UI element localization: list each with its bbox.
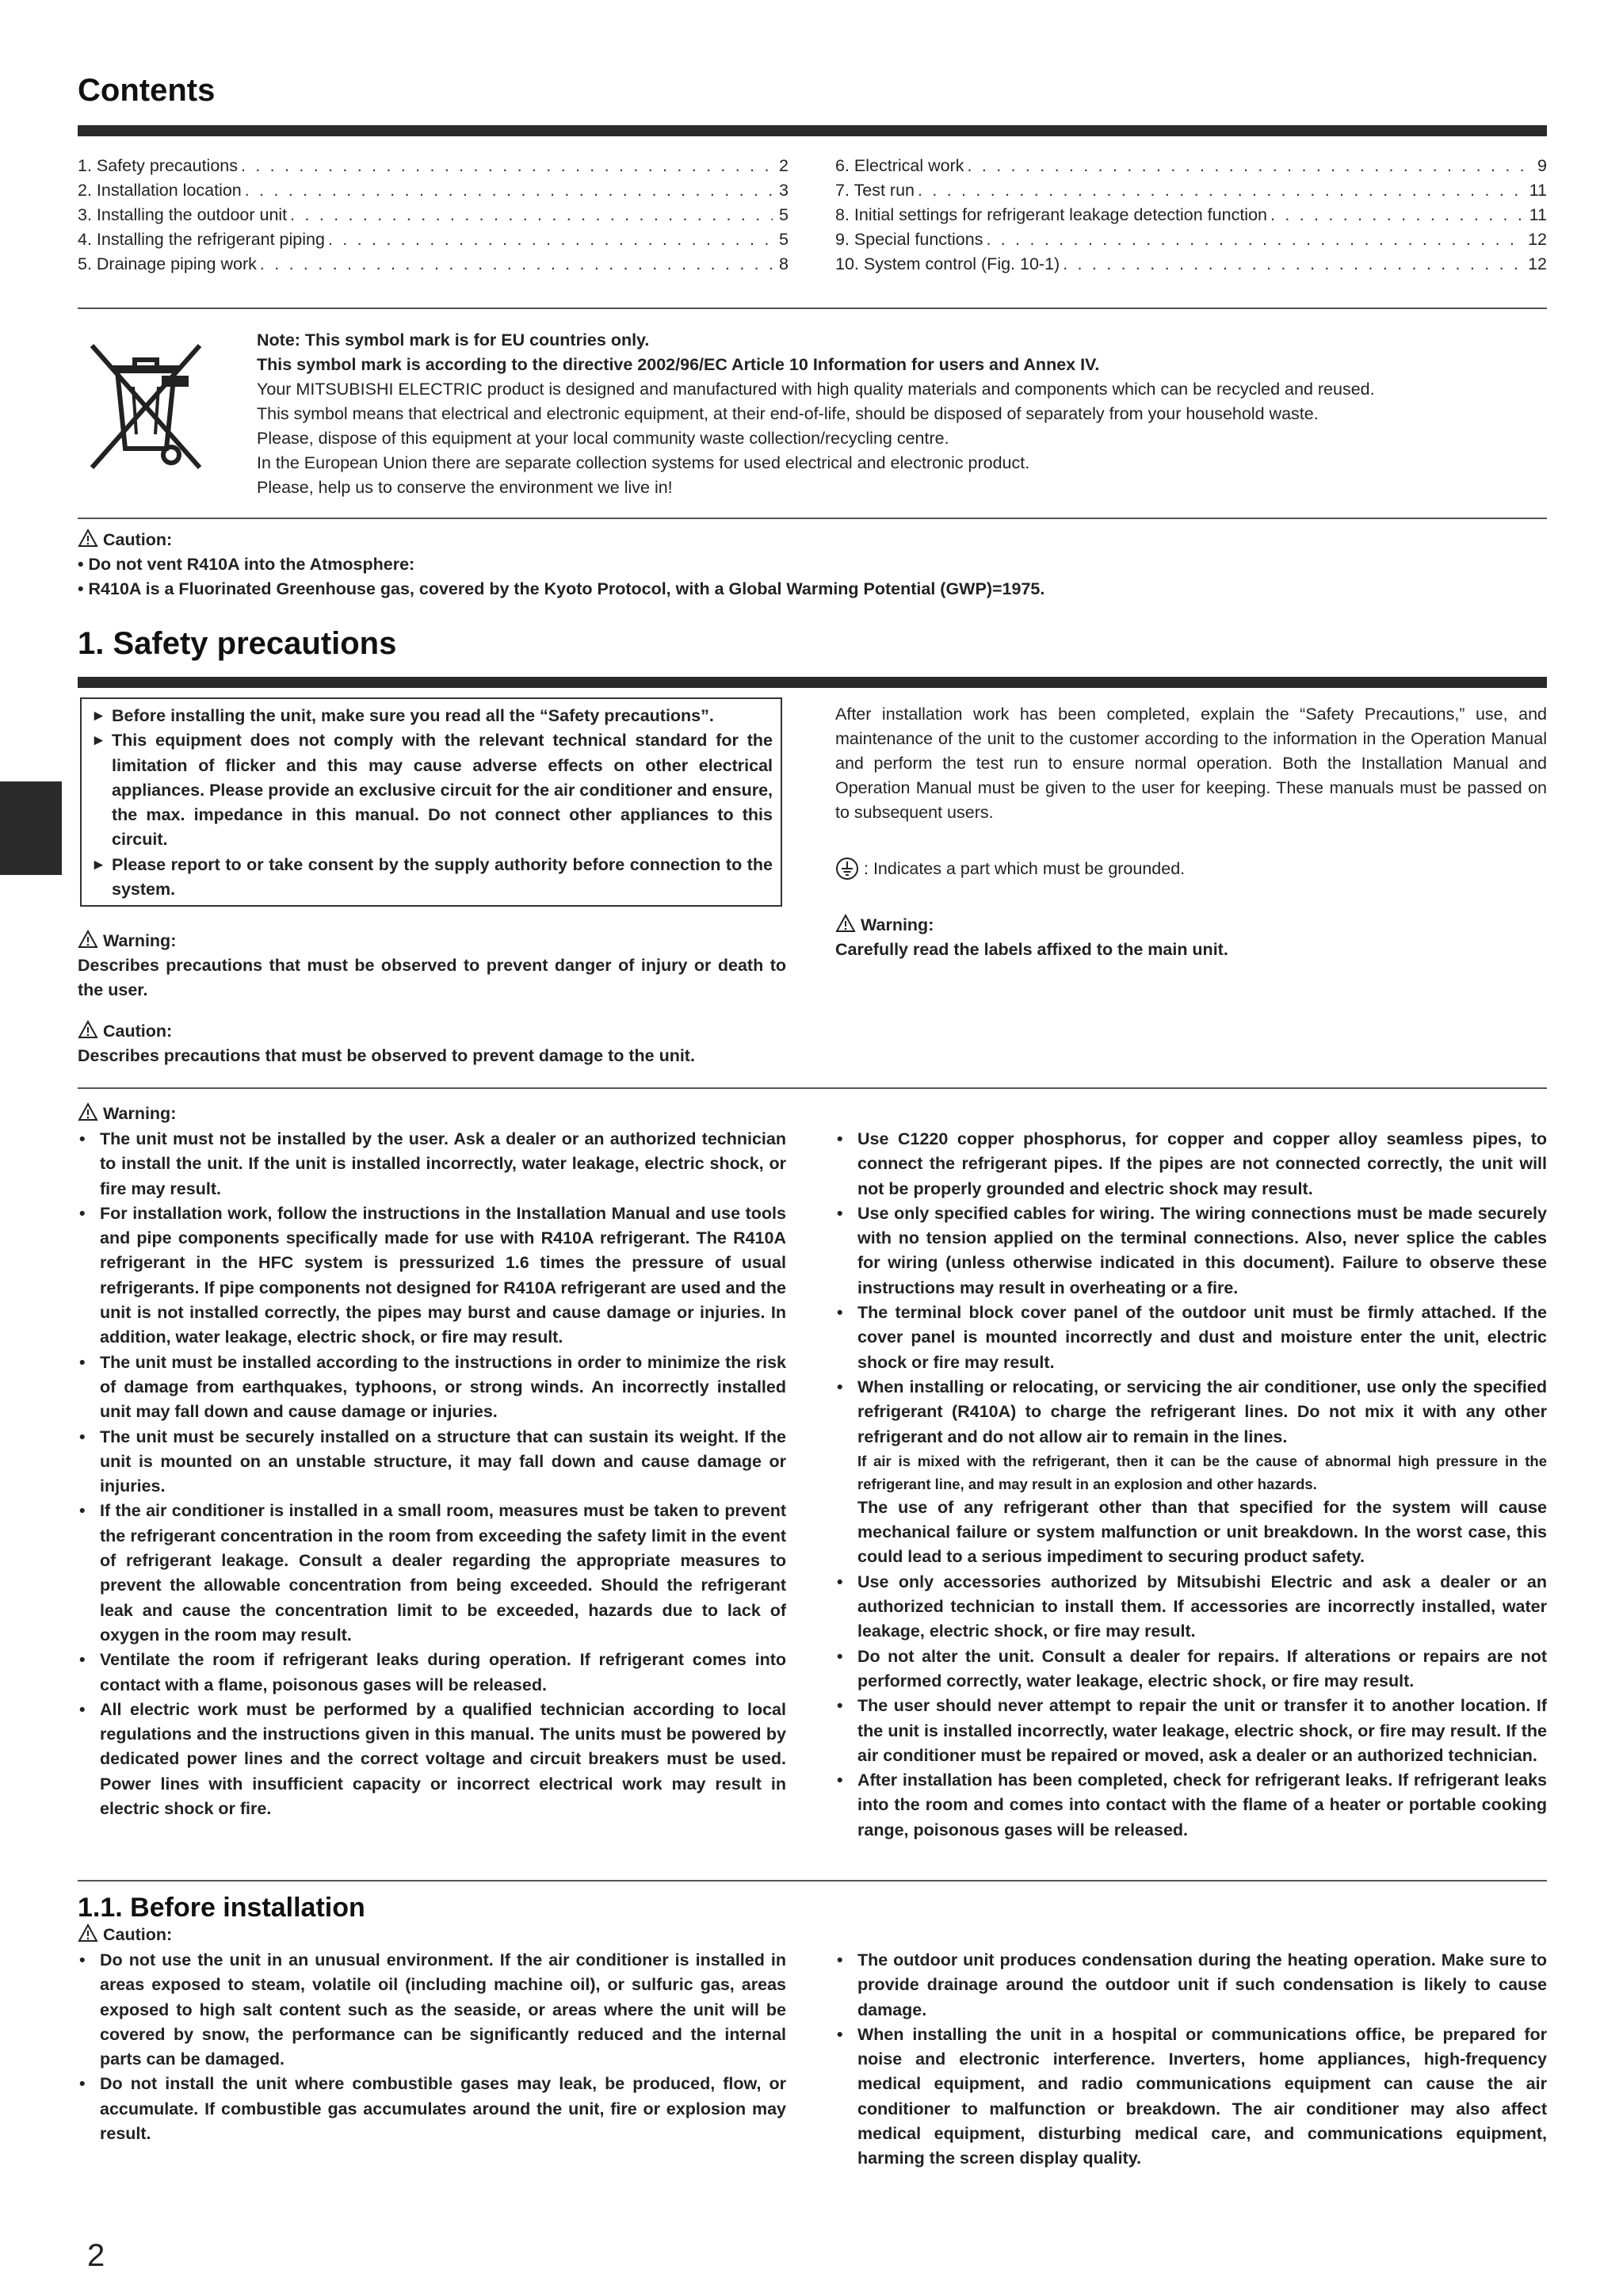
warning-item: • The unit must be securely installed on a structure that can sustain its weight. If the unit is mounted on an unstable structure, it may fall down and cause damage or injuries. bbox=[78, 1425, 786, 1499]
before-left bbox=[78, 1948, 786, 2146]
caution-item: • When installing the unit in a hospital or communications office, be prepared for noise and electronic interference. Inverters, home appliances, high-frequency medical equipment, and radio communications equipment can cause the air conditioner to malfunction or breakdown. The air conditioner may also affect medical equipment, disturbing medical care, and communications equipment, harming the screen display quality. bbox=[835, 2023, 1547, 2172]
crossed-bin-icon bbox=[86, 339, 206, 474]
notice-box bbox=[80, 697, 782, 907]
divider bbox=[78, 1087, 1547, 1089]
caution-bullet: • R410A is a Fluorinated Greenhouse gas, covered by the Kyoto Protocol, with a Global Warming Potential (GWP)=1975. bbox=[78, 579, 1045, 598]
before-caution-heading: Caution: bbox=[78, 1923, 172, 1947]
labels-warning: Warning: Carefully read the labels affixed to the main unit. bbox=[835, 915, 1228, 959]
warning-item: • Use C1220 copper phosphorus, for copper and copper alloy seamless pipes, to connect the refrigerant pipes. If the pipes are not connected correctly, the unit will not be properly grounded and electric shock may result. bbox=[835, 1127, 1547, 1201]
ground-note: : Indicates a part which must be grounded. bbox=[835, 857, 1547, 881]
notice-item: ► Please report to or take consent by the supply authority before connection to the system. bbox=[91, 853, 773, 903]
warning-item: • The user should never attempt to repair the unit or transfer it to another location. If the unit is installed incorrectly, water leakage, electric shock, or fire may result. If the air conditioner must be repaired or moved, ask a dealer or an authorized technician. bbox=[835, 1694, 1547, 1768]
caution-refrigerant bbox=[78, 528, 1547, 602]
toc-entry[interactable]: 4. Installing the refrigerant piping . . . 5 bbox=[78, 227, 789, 252]
caution-item: • Do not install the unit where combustible gases may leak, be produced, flow, or accumulate. If combustible gas accumulates around the unit, fire or explosion may result. bbox=[78, 2072, 786, 2146]
weee-line: This symbol means that electrical and electronic equipment, at their end-of-life, should be disposed of separately from your household waste. bbox=[257, 404, 1319, 423]
contents-title: Contents bbox=[78, 73, 216, 108]
warning-item: • For installation work, follow the instructions in the Installation Manual and use tools and pipe components specifically made for use with R410A refrigerant. The R410A refrigerant in the HFC system is pressurized 1.6 times the pressure of usual refrigerants. If pipe components not designed for R410A refrigerant are used and the unit is not installed correctly, the pipes may burst and cause damage or injuries. In addition, water leakage, electric shock, or fire may result. bbox=[78, 1201, 786, 1350]
warning-triangle-icon bbox=[835, 914, 856, 933]
warning-item: • After installation has been completed, check for refrigerant leaks. If refrigerant leaks into the room and comes into contact with the flame of a heater or portable cooking range, poisonous gases will be released. bbox=[835, 1768, 1547, 1843]
warning-item: • The unit must not be installed by the user. Ask a dealer or an authorized technician to install the unit. If the unit is installed incorrectly, water leakage, electric shock, or fire may result. bbox=[78, 1127, 786, 1201]
caution-label: Caution: bbox=[103, 530, 173, 549]
warning-triangle-icon bbox=[78, 930, 98, 949]
toc-entry[interactable]: 5. Drainage piping work . . . 8 bbox=[78, 252, 789, 277]
warning-item: • Do not alter the unit. Consult a dealer for repairs. If alterations or repairs are not performed correctly, water leakage, electric shock, or fire may result. bbox=[835, 1645, 1547, 1694]
handover-paragraph: After installation work has been completed, explain the “Safety Precautions,” use, and maintenance of the unit to the customer according to the information in the Operation Manual and perform the test run to ensure normal operation. Both the Installation Manual and Operation Manual must be given to the user for keeping. These manuals must be passed on to subsequent users. bbox=[835, 705, 1547, 822]
toc-entry[interactable]: 3. Installing the outdoor unit . . . 5 bbox=[78, 203, 789, 227]
divider bbox=[78, 1880, 1547, 1881]
caution-bullet: • Do not vent R410A into the Atmosphere: bbox=[78, 555, 415, 574]
toc-right bbox=[835, 154, 1547, 277]
warning-item: • When installing or relocating, or servicing the air conditioner, use only the specified refrigerant (R410A) to charge the refrigerant lines. Do not mix it with any other refrigerant and do not allow air to remain in the lines. If air is mixed with the refrigerant, then it can be the cause of abnormal high pressure in the refrigerant line, and may result in an explosion and other hazards. The use of any refrigerant other than that specified for the system will cause mechanical failure or system malfunction or unit breakdown. In the worst case, this could lead to a serious impediment to securing product safety. bbox=[835, 1375, 1547, 1570]
warnings-right bbox=[835, 1127, 1547, 1843]
notice-item: ► This equipment does not comply with the relevant technical standard for the limitation of flicker and this may cause adverse effects on other electrical appliances. Please provide an exclusive circuit for the air conditioner and ensure, the max. impedance in this manual. Do not connect other appliances to this circuit. bbox=[91, 728, 773, 852]
warning-triangle-icon bbox=[78, 1020, 98, 1039]
ground-icon bbox=[835, 857, 859, 881]
toc-entry[interactable]: 10. System control (Fig. 10-1) . . . 12 bbox=[835, 252, 1547, 277]
divider bbox=[78, 308, 1547, 309]
warnings-left bbox=[78, 1127, 786, 1821]
warning-subnote: If air is mixed with the refrigerant, then it can be the cause of abnormal high pressure in the refrigerant line, and may result in an explosion and other hazards. bbox=[857, 1452, 1547, 1492]
warning-item: • Use only accessories authorized by Mitsubishi Electric and ask a dealer or an authorized technician to install them. If accessories are incorrectly installed, water leakage, electric shock, or fire may result. bbox=[835, 1570, 1547, 1645]
divider bbox=[78, 518, 1547, 519]
warning-triangle-icon bbox=[78, 529, 98, 548]
warnings-heading: Warning: bbox=[78, 1102, 176, 1126]
warning-item: • Ventilate the room if refrigerant leaks during operation. If refrigerant comes into contact with a flame, poisonous gases will be released. bbox=[78, 1648, 786, 1698]
toc-entry[interactable]: 9. Special functions . . . 12 bbox=[835, 227, 1547, 252]
warning-item: • All electric work must be performed by a qualified technician according to local regulations and the instructions given in this manual. The units must be powered by dedicated power lines and the correct voltage and circuit breakers must be used. Power lines with insufficient capacity or incorrect electrical work may result in electric shock or fire. bbox=[78, 1698, 786, 1821]
warning-definition: Warning: Describes precautions that must be observed to prevent danger of injury or death to the user. bbox=[78, 931, 786, 999]
toc-entry[interactable]: 2. Installation location . . . 3 bbox=[78, 178, 789, 203]
warning-subnote: The use of any refrigerant other than that specified for the system will cause mechanical failure or system malfunction or unit breakdown. In the worst case, this could lead to a serious impediment to securing product safety. bbox=[857, 1497, 1547, 1567]
warning-item: • The unit must be installed according to the instructions in order to minimize the risk of damage from earthquakes, typhoons, or strong winds. An incorrectly installed unit may fall down and cause damage or injuries. bbox=[78, 1350, 786, 1425]
subsection-title: 1.1. Before installation bbox=[78, 1893, 365, 1923]
toc-entry[interactable]: 6. Electrical work . . . 9 bbox=[835, 154, 1547, 178]
warning-triangle-icon bbox=[78, 1102, 98, 1121]
weee-line: Please, dispose of this equipment at your local community waste collection/recycling centre. bbox=[257, 429, 949, 448]
language-tab bbox=[0, 781, 62, 875]
weee-line: In the European Union there are separate collection systems for used electrical and electronic product. bbox=[257, 453, 1030, 472]
toc-entry[interactable]: 8. Initial settings for refrigerant leakage detection function . . . 11 bbox=[835, 203, 1547, 227]
caution-definition: Caution: Describes precautions that must be observed to prevent damage to the unit. bbox=[78, 1022, 695, 1065]
warning-triangle-icon bbox=[78, 1924, 98, 1943]
caution-item: • Do not use the unit in an unusual environment. If the air conditioner is installed in areas exposed to steam, volatile oil (including machine oil), or sulfuric gas, areas exposed to high salt content such as the seaside, or areas where the unit will be covered by snow, the performance can be significantly reduced and the internal parts can be damaged. bbox=[78, 1948, 786, 2072]
weee-notice bbox=[257, 328, 1547, 500]
before-right bbox=[835, 1948, 1547, 2172]
weee-note: Note: This symbol mark is for EU countries only. bbox=[257, 330, 650, 350]
section-bar bbox=[78, 677, 1547, 688]
weee-directive: This symbol mark is according to the directive 2002/96/EC Article 10 Information for users and Annex IV. bbox=[257, 355, 1100, 374]
weee-line: Your MITSUBISHI ELECTRIC product is designed and manufactured with high quality materials and components which can be recycled and reused. bbox=[257, 380, 1375, 399]
notice-item: ► Before installing the unit, make sure you read all the “Safety precautions”. bbox=[91, 704, 773, 728]
warning-item: • Use only specified cables for wiring. The wiring connections must be made securely with no tension applied on the terminal connections. Also, never splice the cables for wiring (unless otherwise indicated in this document). Failure to observe these instructions may result in overheating or a fire. bbox=[835, 1201, 1547, 1301]
toc-left bbox=[78, 154, 789, 277]
warning-item: • If the air conditioner is installed in a small room, measures must be taken to prevent the refrigerant concentration in the room from exceeding the safety limit in the event of refrigerant leakage. Consult a dealer regarding the appropriate measures to prevent the allowable concentration from being exceeded. Should the refrigerant leak and cause the concentration limit to be exceeded, hazards due to lack of oxygen in the room may result. bbox=[78, 1499, 786, 1648]
toc-entry[interactable]: 1. Safety precautions . . . 2 bbox=[78, 154, 789, 178]
weee-line: Please, help us to conserve the environment we live in! bbox=[257, 478, 673, 497]
contents-bar bbox=[78, 125, 1547, 136]
caution-item: • The outdoor unit produces condensation during the heating operation. Make sure to provide drainage around the outdoor unit if such condensation is likely to cause damage. bbox=[835, 1948, 1547, 2023]
warning-item: • The terminal block cover panel of the outdoor unit must be firmly attached. If the cover panel is mounted incorrectly and dust and moisture enter the unit, electric shock or fire may result. bbox=[835, 1301, 1547, 1375]
section-title: 1. Safety precautions bbox=[78, 626, 397, 661]
toc-entry[interactable]: 7. Test run . . . 11 bbox=[835, 178, 1547, 203]
page-number: 2 bbox=[87, 2238, 105, 2273]
